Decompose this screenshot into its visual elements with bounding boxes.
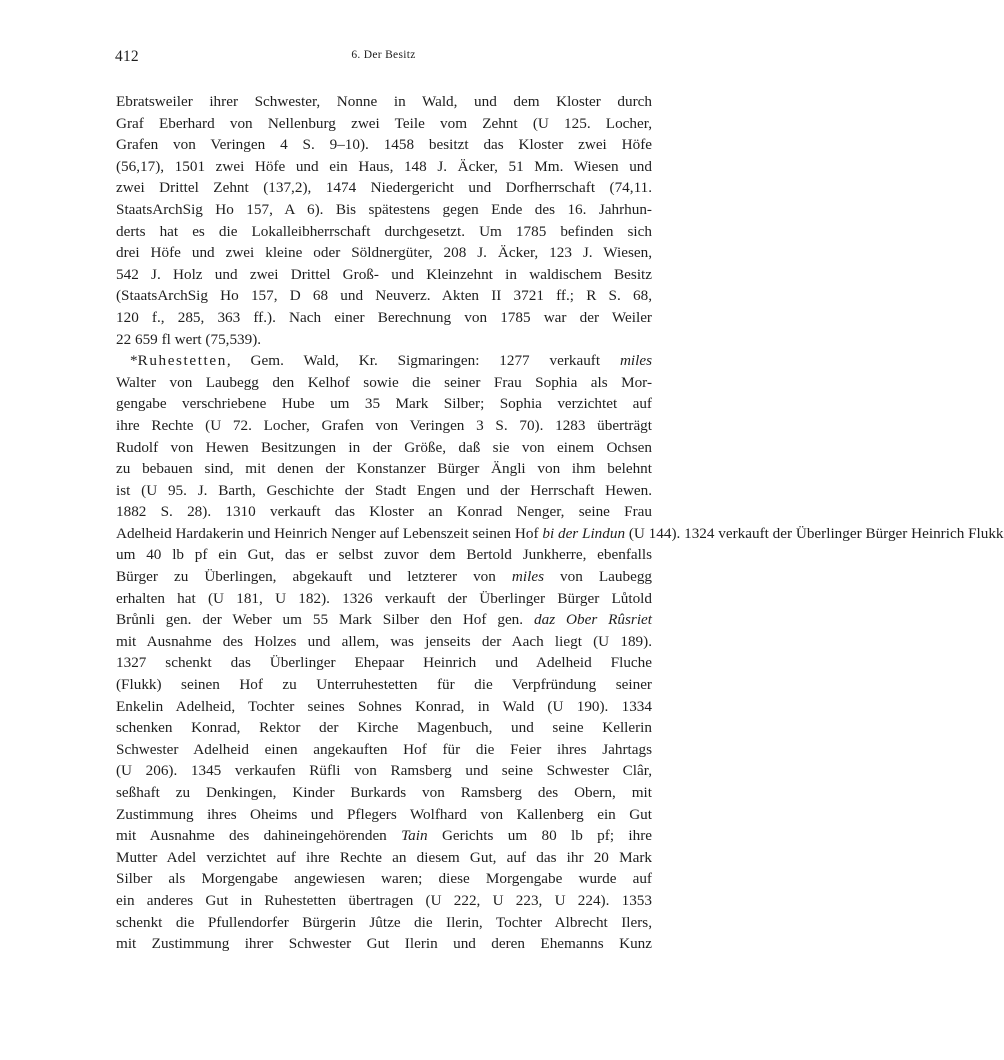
body-text [116, 91, 1004, 955]
italic-term-miles: miles [511, 568, 544, 586]
text-line [116, 523, 1004, 545]
italic-term-tain: Tain [401, 827, 428, 845]
entry-asterisk: * [130, 352, 138, 370]
text-line: 120 f., 285, 363 ff.). Nach einer Berechnung von 1785 war der Weiler [116, 308, 652, 326]
text-segment: Bürger zu Überlingen, abgekauft und letzterer von [116, 568, 496, 586]
page-number: 412 [115, 48, 139, 65]
text-line: 22 659 fl wert (75,539). [116, 330, 262, 348]
text-line: Mutter Adel verzichtet auf ihre Rechte an diesem Gut, auf das ihr 20 Mark [116, 848, 652, 866]
text-line: (56,17), 1501 zwei Höfe und ein Haus, 148 J. Äcker, 51 Mm. Wiesen und [116, 157, 652, 175]
text-segment: Gerichts um 80 lb pf; ihre [441, 827, 652, 845]
text-line: 542 J. Holz und zwei Drittel Groß- und Kleinzehnt in waldischem Besitz [116, 265, 652, 283]
text-line: 1882 S. 28). 1310 verkauft das Kloster an Konrad Nenger, seine Frau [116, 503, 652, 521]
text-line: um 40 lb pf ein Gut, das er selbst zuvor dem Bertold Junkherre, ebenfalls [116, 546, 652, 564]
text-line: Schwester Adelheid einen angekauften Hof für die Feier ihres Jahrtags [116, 740, 652, 758]
text-line: (U 206). 1345 verkaufen Rüfli von Ramsberg und seine Schwester Clâr, [116, 762, 652, 780]
entry-place-name: Ruhestetten [137, 352, 227, 370]
text-line: StaatsArchSig Ho 157, A 6). Bis spätestens gegen Ende des 16. Jahrhun- [116, 200, 652, 218]
text-line: 1327 schenkt das Überlinger Ehepaar Heinrich und Adelheid Fluche [116, 654, 652, 672]
entry-heading-line [116, 350, 652, 372]
running-title: 6. Der Besitz [351, 49, 416, 61]
text-line: Walter von Laubegg den Kelhof sowie die seiner Frau Sophia als Mor- [116, 373, 652, 391]
entry-location: , Gem. Wald, Kr. Sigmaringen: 1277 verkauft [226, 352, 620, 370]
text-line: seßhaft zu Denkingen, Kinder Burkards von Ramsberg des Obern, mit [116, 784, 652, 801]
italic-term-miles: miles [619, 352, 652, 370]
text-line: (StaatsArchSig Ho 157, D 68 und Neuverz. Akten II 3721 ff.; R S. 68, [116, 287, 652, 305]
text-segment: mit Ausnahme des dahineingehörenden [116, 827, 387, 845]
text-segment: Brůnli gen. der Weber um 55 Mark Silber den Hof gen. [116, 611, 524, 629]
page-header [115, 48, 652, 70]
text-line: drei Höfe und zwei kleine oder Söldnergüter, 208 J. Äcker, 123 J. Wiesen, [116, 244, 652, 262]
text-line: zu bebauen sind, mit denen der Konstanzer Bürger Ängli von ihm belehnt [116, 460, 652, 478]
text-line: Zustimmung ihres Oheims und Pflegers Wolfhard von Kallenberg ein Gut [116, 805, 652, 823]
text-line [116, 825, 652, 847]
text-line: zwei Drittel Zehnt (137,2), 1474 Niedergericht und Dorfherrschaft (74,11. [116, 179, 652, 197]
text-line: Grafen von Veringen 4 S. 9–10). 1458 besitzt das Kloster zwei Höfe [116, 136, 652, 154]
text-line: ihre Rechte (U 72. Locher, Grafen von Veringen 3 S. 70). 1283 überträgt [116, 416, 652, 434]
text-line: schenken Konrad, Rektor der Kirche Magenbuch, und seine Kellerin [116, 719, 652, 737]
text-line: mit Ausnahme des Holzes und allem, was jenseits der Aach liegt (U 189). [116, 632, 652, 650]
italic-term-daz-ober-rusriet: daz Ober Rûsriet [534, 611, 653, 629]
text-segment: von Laubegg [560, 568, 653, 586]
italic-term-bi-der-lindun: bi der Lindun [542, 524, 626, 542]
text-line: derts hat es die Lokalleibherrschaft durchgesetzt. Um 1785 befinden sich [116, 222, 652, 240]
text-line: schenkt die Pfullendorfer Bürgerin Jûtze die Ilerin, Tochter Albrecht Ilers, [116, 913, 652, 931]
text-line: ist (U 95. J. Barth, Geschichte der Stadt Engen und der Herrschaft Hewen. [116, 481, 652, 499]
text-segment: Adelheid Hardakerin und Heinrich Nenger auf Lebenszeit seinen Hof [116, 524, 539, 542]
text-line: Ebratsweiler ihrer Schwester, Nonne in Wald, und dem Kloster durch [116, 93, 652, 110]
text-line: Silber als Morgengabe angewiesen waren; diese Morgengabe wurde auf [116, 870, 652, 888]
text-line: (Flukk) seinen Hof zu Unterruhestetten für die Verpfründung seiner [116, 676, 652, 694]
text-line: gengabe verschriebene Hube um 35 Mark Silber; Sophia verzichtet auf [116, 395, 652, 413]
text-line: erhalten hat (U 181, U 182). 1326 verkauft der Überlinger Bürger Lůtold [116, 589, 652, 607]
text-segment: (U 144). 1324 verkauft der Überlinger Bürger Heinrich Flukk [628, 524, 1004, 542]
text-line: mit Zustimmung ihrer Schwester Gut Ilerin und deren Ehemanns Kunz [116, 935, 652, 953]
text-line [116, 566, 652, 588]
text-line: Rudolf von Hewen Besitzungen in der Größe, daß sie von einem Ochsen [116, 438, 652, 456]
text-line [116, 609, 652, 631]
text-line: Enkelin Adelheid, Tochter seines Sohnes Konrad, in Wald (U 190). 1334 [116, 697, 652, 715]
text-line: Graf Eberhard von Nellenburg zwei Teile vom Zehnt (U 125. Locher, [116, 114, 652, 132]
text-line: ein anderes Gut in Ruhestetten übertragen (U 222, U 223, U 224). 1353 [116, 891, 652, 909]
